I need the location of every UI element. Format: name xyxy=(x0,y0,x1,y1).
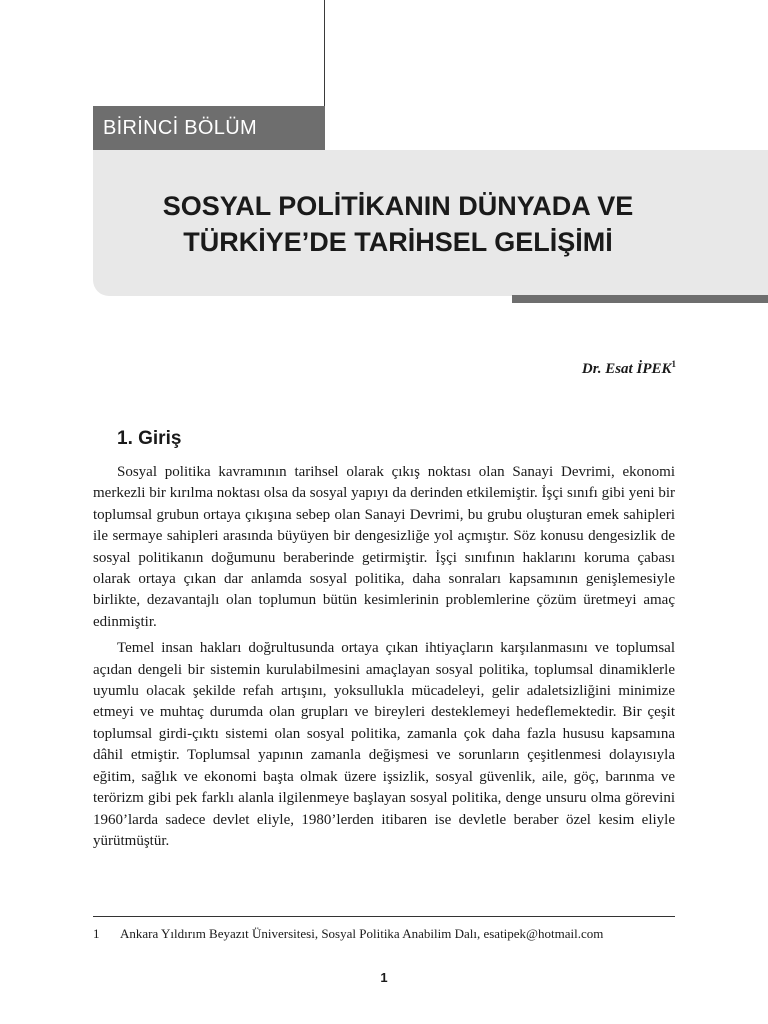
chapter-title xyxy=(93,188,703,260)
page-number: 1 xyxy=(380,970,388,985)
paragraph: Temel insan hakları doğrultusunda ortaya çıkan ihtiyaçların karşılanmasını ve toplumsal açıdan dengeli bir sistemin kurulabilmesini amaçlayan sosyal politika, toplumsal dinamiklerle uyumlu olacak şekilde refah artışını, yoksullukla mücadeleyi, gelir adaletsizliğini minimize etmeyi ve muhtaç durumda olan grupları ve bireyleri desteklemeyi hedeflemektedir. Bir çeşit toplumsal girdi-çıktı sistemi olan sosyal politika, zamanla çok daha fazla hususu kapsamına dâhil etmiştir. Toplumsal yapının zamanla değişmesi ve sorunların çeşitlenmesi dolayısıyla eğitim, sağlık ve ekonomi başta olmak üzere işsizlik, sosyal güvenlik, aile, göç, barınma ve terörizm gibi pek farklı alanla ilgilenmeye başlayan sosyal politika, denge unsuru olma görevini 1960’larda sadece devlet eliyle, 1980’lerden itibaren ise devletle beraber özel kesim eliyle yürütmüştür. xyxy=(93,640,675,849)
body-text xyxy=(93,462,675,857)
chapter-title-line-1: SOSYAL POLİTİKANIN DÜNYADA VE xyxy=(162,191,634,221)
footnote-text: Ankara Yıldırım Beyazıt Üniversitesi, Sosyal Politika Anabilim Dalı, esatipek@hotmail.com xyxy=(120,926,604,941)
chapter-title-line-2: TÜRKİYE’DE TARİHSEL GELİŞİMİ xyxy=(183,227,613,257)
author-footnote-ref: 1 xyxy=(671,359,676,369)
title-accent-bar xyxy=(512,295,768,303)
top-vertical-rule xyxy=(324,0,325,106)
section-heading: 1. Giriş xyxy=(117,428,182,449)
author-byline xyxy=(582,359,676,378)
chapter-label: BİRİNCİ BÖLÜM xyxy=(93,106,325,150)
author-name: Dr. Esat İPEK xyxy=(581,361,672,377)
footnote xyxy=(93,926,693,942)
footnote-number: 1 xyxy=(93,926,100,941)
paragraph: Sosyal politika kavramının tarihsel olarak çıkış noktası olan Sanayi Devrimi, ekonomi merkezli bir kırılma noktası olsa da sosyal yapıyı da derinden etkilemiştir. İşçi sınıfı gibi yeni bir toplumsal grubun ortaya çıkışına sebep olan Sanayi Devrimi, bu grubu oluşturan emek sahipleri ile sermaye sahipleri arasında büyüyen bir dengesizliğe yol açmıştır. Söz konusu dengesizlik de sosyal politikanın doğumunu beraberinde getirmiştir. İşçi sınıfının haklarını koruma çabası olarak ortaya çıkan dar anlamda sosyal politika, daha sonraları kapsamının genişlemesiyle birlikte, dezavantajlı olan toplumun bütün kesimlerinin problemlerine çözüm üretmeyi amaç edinmiştir. xyxy=(93,464,675,630)
footnote-divider xyxy=(93,916,675,917)
